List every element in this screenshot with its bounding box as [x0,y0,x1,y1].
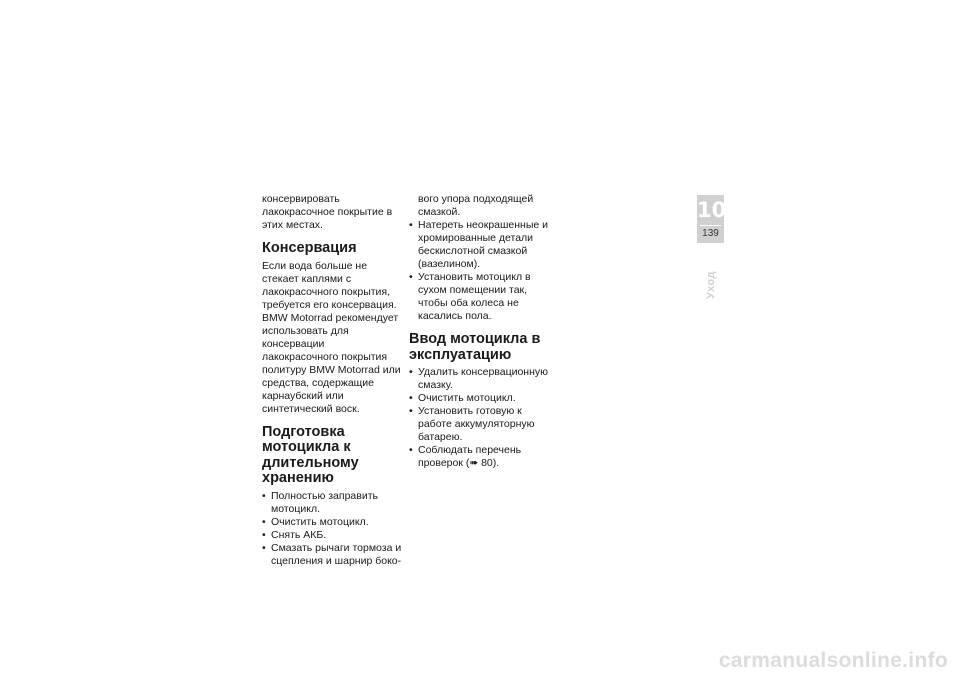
list-item: • Очистить мотоцикл. [409,392,549,405]
list-item: • Удалить консервационную смазку. [409,366,549,392]
text-column-right [409,193,549,470]
chapter-divider [700,225,721,226]
storage-list-continued [409,219,549,323]
preservation-heading: Консервация [262,240,357,256]
storage-list [262,490,402,568]
list-item: • Полностью заправить мотоцикл. [262,490,402,516]
list-item: • Установить мотоцикл в сухом помещении так, чтобы оба колеса не касались пола. [409,271,549,323]
list-item: • Соблюдать перечень проверок (➠ 80). [409,444,549,470]
chapter-title: Уход [705,271,717,299]
watermark: carmanualsonline.info [718,649,948,672]
list-item: • Смазать рычаги тормоза и сцепления и шарнир боко- [262,542,402,568]
continuation-text: вого упора подходящей смазкой. [418,193,534,218]
chapter-number: 10 [697,198,727,222]
list-item: • Снять АКБ. [262,529,402,542]
list-item: • Натереть неокрашенные и хромированные детали бескислотной смазкой (вазелином). [409,219,549,271]
text-column-left [262,193,402,568]
page-number: 139 [702,228,719,239]
recommission-heading: Ввод мотоцикла в эксплуатацию [409,331,541,363]
list-item: • Очистить мотоцикл. [262,516,402,529]
storage-heading: Подготовка мотоцикла к длительному хранению [262,423,359,486]
recommission-list [409,366,549,470]
intro-paragraph: консервировать лакокрасочное покрытие в этих местах. [262,193,393,231]
preservation-paragraph-2: BMW Motorrad рекомендует использовать для консервации лакокрасочного покрытия политуру BMW Motorrad или средства, содержащие карнаубский или синтетический воск. [262,311,401,415]
list-item: • Установить готовую к работе аккумуляторную батарею. [409,405,549,444]
preservation-paragraph-1: Если вода больше не стекает каплями с лакокрасочного покрытия, требуется его консервация. [262,259,397,311]
